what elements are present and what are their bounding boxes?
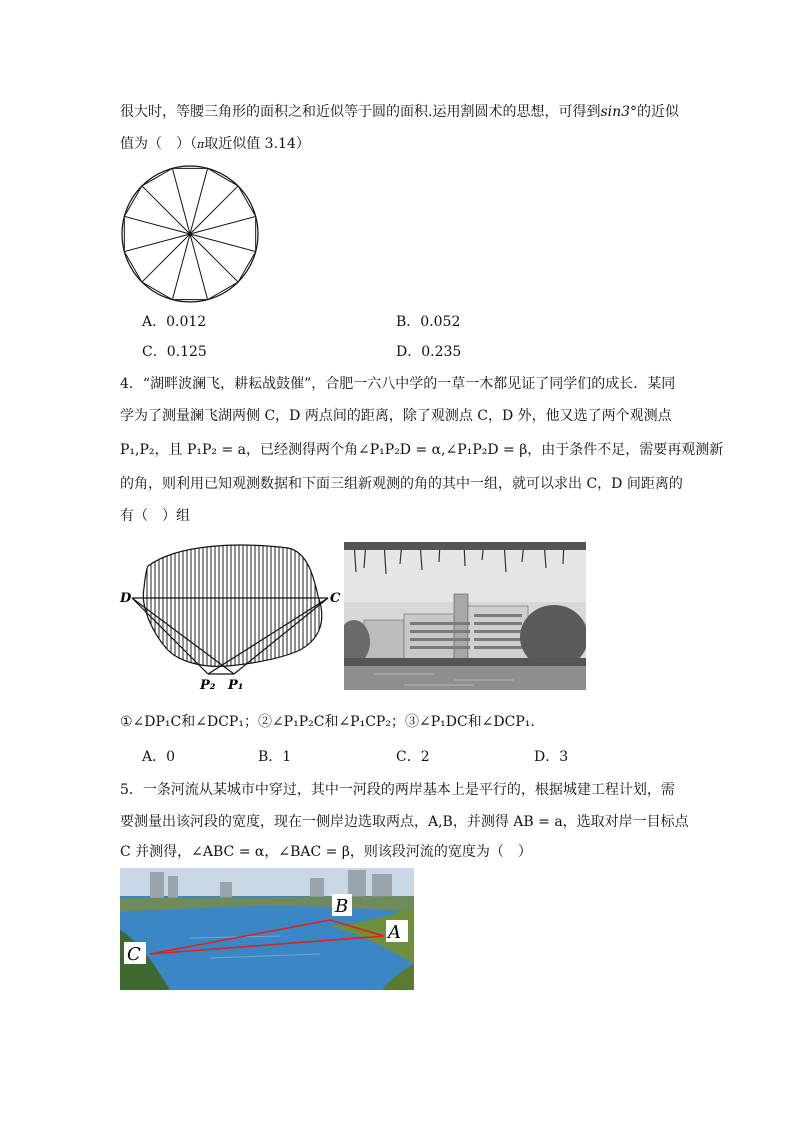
campus-photo xyxy=(344,542,586,690)
q4-line-2: 学为了测量澜飞湖两侧 C，D 两点间的距离，除了观测点 C，D 外，他又选了两个观测点 xyxy=(120,408,672,424)
radius-spoke xyxy=(124,216,190,234)
radius-spoke xyxy=(190,234,208,300)
radius-spoke xyxy=(190,234,238,282)
q4-line-5: 有（ ）组 xyxy=(120,508,190,524)
q3-option-c[interactable]: C．0.125 xyxy=(142,344,207,360)
q5-line-2: 要测量出该河段的宽度，现在一侧岸边选取两点，A,B，并测得 AB = a，选取对岸一目标点 xyxy=(120,814,689,830)
q4-choices: ①∠DP₁C和∠DCP₁；②∠P₁P₂C和∠P₁CP₂；③∠P₁DC和∠DCP₁. xyxy=(120,714,535,730)
radius-spoke xyxy=(172,234,190,300)
q3-pi: π xyxy=(197,138,205,151)
q4-line-1: 4．“湖畔波澜飞，耕耘战鼓催”，合肥一六八中学的一草一木都见证了同学们的成长．某同 xyxy=(120,376,676,392)
label-b: B xyxy=(335,896,349,917)
q4-option-b[interactable]: B．1 xyxy=(258,749,292,765)
q3-option-a[interactable]: A．0.012 xyxy=(142,314,207,330)
label-p2: P₂ xyxy=(200,678,216,693)
q3-option-b[interactable]: B．0.052 xyxy=(396,314,461,330)
q4-option-a[interactable]: A．0 xyxy=(142,749,176,765)
radius-spoke xyxy=(190,168,208,234)
label-d: D xyxy=(120,591,132,606)
radius-spoke xyxy=(142,234,190,282)
q4-line-3: P₁,P₂，且 P₁P₂ = a，已经测得两个角∠P₁P₂D = α,∠P₁P₂D = β，由于条件不足，需要再观测新 xyxy=(120,442,724,458)
q3-line-1: 很大时，等腰三角形的面积之和近似等于圆的面积.运用割圆术的思想，可得到sin3°的近似 xyxy=(120,104,680,120)
q4-option-d[interactable]: D．3 xyxy=(534,749,569,765)
q5-line-1: 5．一条河流从某城市中穿过，其中一河段的两岸基本上是平行的，根据城建工程计划，需 xyxy=(120,782,675,798)
radius-spoke xyxy=(190,186,238,234)
radius-spoke xyxy=(190,234,256,252)
label-p1: P₁ xyxy=(228,678,244,693)
radius-spoke xyxy=(190,216,256,234)
label-c: C xyxy=(330,591,341,606)
q5-line-3: C 并测得，∠ABC = α，∠BAC = β，则该段河流的宽度为（ ） xyxy=(120,844,532,860)
cut-circle-figure xyxy=(118,162,264,308)
radius-spoke xyxy=(142,186,190,234)
q3-sin-term: sin3° xyxy=(600,104,638,120)
radius-spoke xyxy=(172,168,190,234)
q3-option-d[interactable]: D．0.235 xyxy=(396,344,462,360)
label-c-river: C xyxy=(127,944,141,965)
radius-spoke xyxy=(124,234,190,252)
river-photo xyxy=(120,868,414,990)
q3-line-2: 值为（ ）（π取近似值 3.14） xyxy=(120,136,310,152)
lake-diagram xyxy=(118,538,343,693)
q4-option-c[interactable]: C．2 xyxy=(396,749,430,765)
lake-shape xyxy=(143,545,321,666)
q4-line-4: 的角，则利用已知观测数据和下面三组新观测的角的其中一组，就可以求出 C，D 间距离的 xyxy=(120,476,683,492)
label-a: A xyxy=(388,922,401,943)
